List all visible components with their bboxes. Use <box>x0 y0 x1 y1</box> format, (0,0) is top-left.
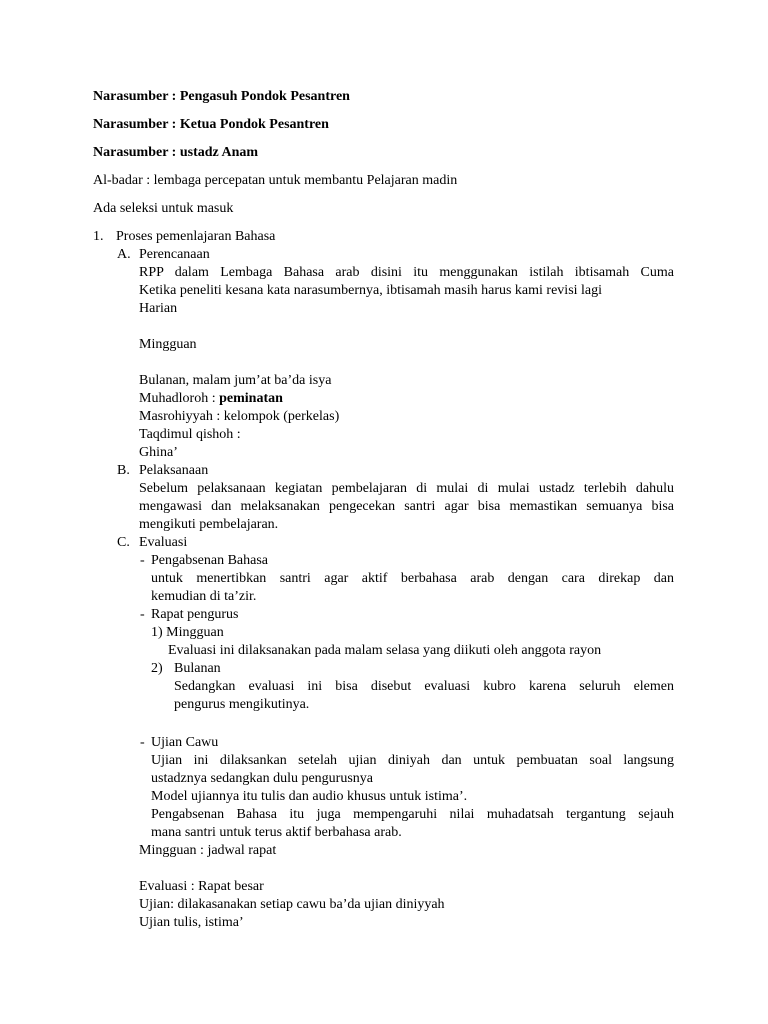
section-a-title: Perencanaan <box>139 247 210 262</box>
pengabsenan-title: Pengabsenan Bahasa <box>151 553 269 568</box>
section-b-title: Pelaksanaan <box>139 463 209 478</box>
closing-evaluasi: Evaluasi : Rapat besar <box>139 879 264 894</box>
rapat-dash: - <box>140 607 145 622</box>
narasumber-1 <box>93 88 350 106</box>
taqdimul-line: Taqdimul qishoh : <box>139 427 241 442</box>
pelaksanaan-line-3: mengikuti pembelajaran. <box>139 517 279 532</box>
ujian-title: Ujian Cawu <box>151 735 219 750</box>
narasumber-1-text: Narasumber : Pengasuh Pondok Pesantren <box>93 89 350 104</box>
albadar-line: Al-badar : lembaga percepatan untuk membantu Pelajaran madin <box>93 173 458 188</box>
seleksi-line: Ada seleksi untuk masuk <box>93 201 234 216</box>
section-c-marker: C. <box>117 535 130 550</box>
rapat-bulanan-marker: 2) <box>151 661 163 676</box>
muhadloroh-line <box>139 390 283 408</box>
rapat-mingguan-title: 1) Mingguan <box>151 625 224 640</box>
ujian-line-3: Model ujiannya itu tulis dan audio khusus untuk istima’. <box>151 789 468 804</box>
pengabsenan-line-1: untuk menertibkan santri agar aktif berbahasa arab dengan cara direkap dan <box>151 571 674 586</box>
closing-mingguan: Mingguan : jadwal rapat <box>139 843 277 858</box>
rapat-bulanan-line-2: pengurus mengikutinya. <box>174 697 310 712</box>
rapat-bulanan-line-1: Sedangkan evaluasi ini bisa disebut evaluasi kubro karena seluruh elemen <box>174 679 674 694</box>
section-1-number: 1. <box>93 229 104 244</box>
ujian-line-4: Pengabsenan Bahasa itu juga mempengaruhi nilai muhadatsah tergantung sejauh <box>151 807 674 822</box>
ghina-line: Ghina’ <box>139 445 178 460</box>
harian-line: Harian <box>139 301 178 316</box>
muhadloroh-label: Muhadloroh : <box>139 391 220 406</box>
ujian-dash: - <box>140 735 145 750</box>
narasumber-2-text: Narasumber : Ketua Pondok Pesantren <box>93 117 329 132</box>
masrohiyyah-line: Masrohiyyah : kelompok (perkelas) <box>139 409 340 424</box>
rpp-line-1: RPP dalam Lembaga Bahasa arab disini itu menggunakan istilah ibtisamah Cuma <box>139 265 674 280</box>
section-c-title: Evaluasi <box>139 535 188 550</box>
mingguan-line: Mingguan <box>139 337 197 352</box>
pengabsenan-dash: - <box>140 553 145 568</box>
pelaksanaan-line-2: mengawasi dan melaksanakan pengecekan santri agar bisa memastikan semuanya bisa <box>139 499 674 514</box>
narasumber-3 <box>93 144 258 162</box>
ujian-line-2: ustadznya sedangkan dulu pengurusnya <box>151 771 373 786</box>
narasumber-3-text: Narasumber : ustadz Anam <box>93 145 259 160</box>
rapat-title: Rapat pengurus <box>151 607 239 622</box>
rpp-line-2: Ketika peneliti kesana kata narasumbernya, ibtisamah masih harus kami revisi lagi <box>139 283 603 298</box>
pengabsenan-line-2: kemudian di ta’zir. <box>151 589 257 604</box>
section-b-marker: B. <box>117 463 130 478</box>
pelaksanaan-line-1: Sebelum pelaksanaan kegiatan pembelajaran di mulai di mulai ustadz terlebih dahulu <box>139 481 674 496</box>
closing-ujian-tulis: Ujian tulis, istima’ <box>139 915 244 930</box>
muhadloroh-value: peminatan <box>219 391 283 406</box>
ujian-line-1: Ujian ini dilaksankan setelah ujian diniyah dan untuk pembuatan soal langsung <box>151 753 674 768</box>
rapat-bulanan-title: Bulanan <box>174 661 221 676</box>
rapat-mingguan-text: Evaluasi ini dilaksanakan pada malam selasa yang diikuti oleh anggota rayon <box>168 643 602 658</box>
section-1-title: Proses pemenlajaran Bahasa <box>116 229 276 244</box>
narasumber-2 <box>93 116 329 134</box>
closing-ujian: Ujian: dilakasanakan setiap cawu ba’da ujian diniyyah <box>139 897 445 912</box>
ujian-line-5: mana santri untuk terus aktif berbahasa arab. <box>151 825 402 840</box>
bulanan-line: Bulanan, malam jum’at ba’da isya <box>139 373 332 388</box>
section-a-marker: A. <box>117 247 131 262</box>
